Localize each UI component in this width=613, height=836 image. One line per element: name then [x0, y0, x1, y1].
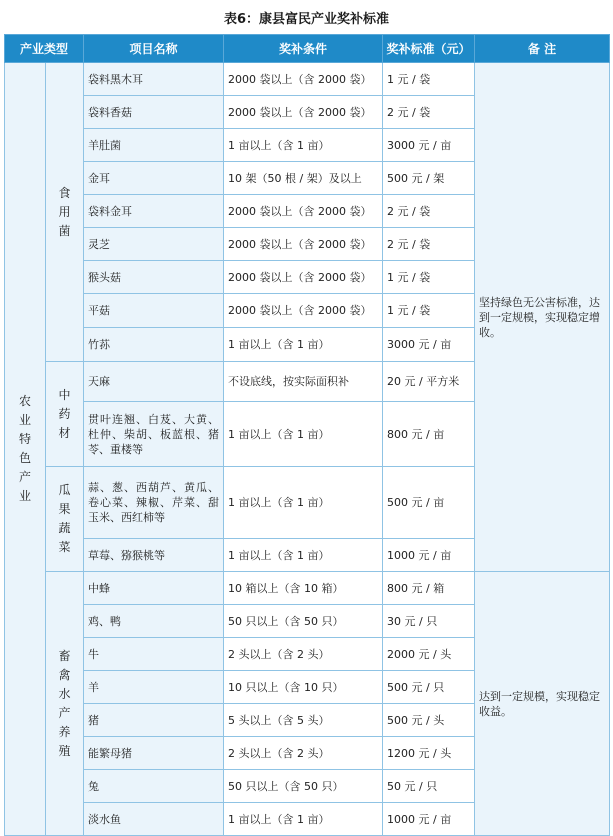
condition-cell: 10 箱以上（含 10 箱） — [224, 572, 383, 605]
item-name-cell: 竹荪 — [84, 328, 224, 362]
item-name-cell: 草莓、猕猴桃等 — [84, 539, 224, 572]
standard-cell: 3000 元 / 亩 — [383, 328, 475, 362]
item-name-cell: 蒜、葱、西葫芦、黄瓜、卷心菜、辣椒、芹菜、甜玉米、西红柿等 — [84, 467, 224, 539]
standard-cell: 2000 元 / 头 — [383, 638, 475, 671]
header-industry-type: 产业类型 — [5, 35, 84, 63]
item-name-cell: 猪 — [84, 704, 224, 737]
standard-cell: 1200 元 / 头 — [383, 737, 475, 770]
standard-cell: 500 元 / 头 — [383, 704, 475, 737]
condition-cell: 2000 袋以上（含 2000 袋） — [224, 195, 383, 228]
item-name-cell: 天麻 — [84, 362, 224, 402]
condition-cell: 2000 袋以上（含 2000 袋） — [224, 294, 383, 328]
item-name-cell: 羊 — [84, 671, 224, 704]
subcategory-fruit — [46, 467, 84, 572]
vertical-text: 瓜 果 蔬 菜 — [58, 483, 71, 554]
item-name-cell: 能繁母猪 — [84, 737, 224, 770]
subcategory-herbs — [46, 362, 84, 467]
standard-cell: 500 元 / 亩 — [383, 467, 475, 539]
item-name-cell: 猴头菇 — [84, 261, 224, 294]
item-name-cell: 袋料金耳 — [84, 195, 224, 228]
condition-cell: 50 只以上（含 50 只） — [224, 605, 383, 638]
header-row — [5, 35, 610, 63]
standard-cell: 800 元 / 亩 — [383, 402, 475, 467]
condition-cell: 2000 袋以上（含 2000 袋） — [224, 96, 383, 129]
item-name-cell: 平菇 — [84, 294, 224, 328]
item-name-cell: 贯叶连翘、白芨、大黄、杜仲、柴胡、板蓝根、猪苓、重楼等 — [84, 402, 224, 467]
vertical-text: 食 用 菌 — [58, 185, 71, 238]
header-note: 备 注 — [475, 35, 610, 63]
condition-cell: 1 亩以上（含 1 亩） — [224, 803, 383, 836]
condition-cell: 1 亩以上（含 1 亩） — [224, 328, 383, 362]
standard-cell: 2 元 / 袋 — [383, 228, 475, 261]
standard-cell: 500 元 / 架 — [383, 162, 475, 195]
item-name-cell: 袋料香菇 — [84, 96, 224, 129]
item-name-cell: 袋料黑木耳 — [84, 63, 224, 96]
category-cell — [5, 63, 46, 836]
standard-cell: 50 元 / 只 — [383, 770, 475, 803]
header-standard: 奖补标准（元） — [383, 35, 475, 63]
item-name-cell: 灵芝 — [84, 228, 224, 261]
item-name-cell: 羊肚菌 — [84, 129, 224, 162]
condition-cell: 10 架（50 根 / 架）及以上 — [224, 162, 383, 195]
condition-cell: 2000 袋以上（含 2000 袋） — [224, 63, 383, 96]
standard-cell: 20 元 / 平方米 — [383, 362, 475, 402]
standard-cell: 1 元 / 袋 — [383, 294, 475, 328]
table-row — [5, 572, 610, 605]
condition-cell: 2 头以上（含 2 头） — [224, 737, 383, 770]
vertical-text: 畜 禽 水 产 养 殖 — [58, 648, 71, 758]
standard-cell: 3000 元 / 亩 — [383, 129, 475, 162]
standard-cell: 30 元 / 只 — [383, 605, 475, 638]
standard-cell: 2 元 / 袋 — [383, 195, 475, 228]
item-name-cell: 中蜂 — [84, 572, 224, 605]
vertical-text: 农 业 特 色 产 业 — [18, 394, 31, 503]
standard-cell: 1000 元 / 亩 — [383, 539, 475, 572]
standard-cell: 800 元 / 箱 — [383, 572, 475, 605]
standard-cell: 2 元 / 袋 — [383, 96, 475, 129]
condition-cell: 不设底线，按实际面积补 — [224, 362, 383, 402]
standard-cell: 1 元 / 袋 — [383, 261, 475, 294]
standard-cell: 500 元 / 只 — [383, 671, 475, 704]
subcategory-fungi — [46, 63, 84, 362]
item-name-cell: 淡水鱼 — [84, 803, 224, 836]
subcategory-livestock — [46, 572, 84, 836]
subsidy-table — [4, 34, 610, 836]
vertical-text: 中 药 材 — [58, 387, 71, 440]
condition-cell: 2000 袋以上（含 2000 袋） — [224, 228, 383, 261]
condition-cell: 1 亩以上（含 1 亩） — [224, 539, 383, 572]
condition-cell: 2000 袋以上（含 2000 袋） — [224, 261, 383, 294]
item-name-cell: 兔 — [84, 770, 224, 803]
table-title: 表6：康县富民产业奖补标准 — [223, 12, 390, 27]
item-name-cell: 鸡、鸭 — [84, 605, 224, 638]
table-row — [5, 63, 610, 96]
condition-cell: 2 头以上（含 2 头） — [224, 638, 383, 671]
note-group1: 坚持绿色无公害标准，达到一定规模，实现稳定增收。 — [475, 63, 610, 572]
header-item-name: 项目名称 — [84, 35, 224, 63]
condition-cell: 1 亩以上（含 1 亩） — [224, 129, 383, 162]
standard-cell: 1 元 / 袋 — [383, 63, 475, 96]
condition-cell: 50 只以上（含 50 只） — [224, 770, 383, 803]
condition-cell: 1 亩以上（含 1 亩） — [224, 467, 383, 539]
standard-cell: 1000 元 / 亩 — [383, 803, 475, 836]
item-name-cell: 牛 — [84, 638, 224, 671]
condition-cell: 1 亩以上（含 1 亩） — [224, 402, 383, 467]
item-name-cell: 金耳 — [84, 162, 224, 195]
header-condition: 奖补条件 — [224, 35, 383, 63]
condition-cell: 5 头以上（含 5 头） — [224, 704, 383, 737]
condition-cell: 10 只以上（含 10 只） — [224, 671, 383, 704]
note-group2: 达到一定规模，实现稳定收益。 — [475, 572, 610, 836]
